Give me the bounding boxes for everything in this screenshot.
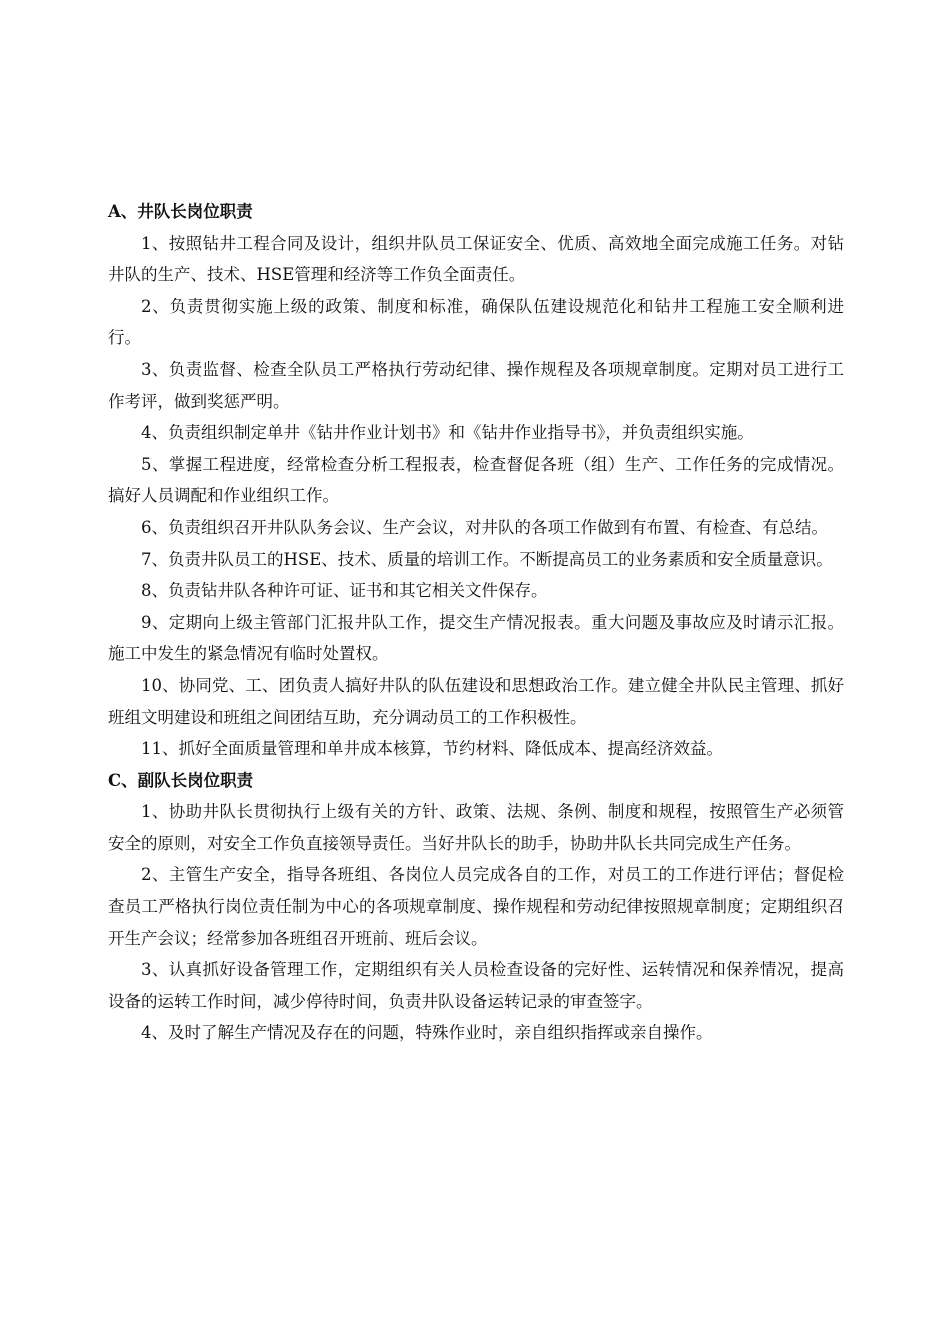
paragraph: 11、抓好全面质量管理和单井成本核算，节约材料、降低成本、提高经济效益。 (141, 739, 723, 759)
paragraph: 1、按照钻井工程合同及设计，组织井队员工保证安全、优质、高效地全面完成施工任务。对钻井队的生产、技术、HSE管理和经济等工作负全面责任。 (108, 233, 844, 285)
paragraph: 3、认真抓好设备管理工作，定期组织有关人员检查设备的完好性、运转情况和保养情况，提高设备的运转工作时间，减少停待时间，负责井队设备运转记录的审查签字。 (108, 960, 844, 1011)
paragraph: 2、主管生产安全，指导各班组、各岗位人员完成各自的工作，对员工的工作进行评估；督促检查员工严格执行岗位责任制为中心的各项规章制度、操作规程和劳动纪律按照规章制度；定期组织召开生产会议；经常参加各班组召开班前、班后会议。 (108, 865, 844, 948)
section-deputy-leader (108, 765, 844, 1049)
paragraph: 2、负责贯彻实施上级的政策、制度和标准，确保队伍建设规范化和钻井工程施工安全顺利进行。 (108, 296, 844, 348)
paragraph: 4、及时了解生产情况及存在的问题，特殊作业时，亲自组织指挥或亲自操作。 (141, 1023, 713, 1043)
paragraph: 4、负责组织制定单井《钻井作业计划书》和《钻井作业指导书》，并负责组织实施。 (141, 423, 754, 443)
section-team-leader (108, 196, 844, 765)
section-heading: A、井队长岗位职责 (108, 202, 253, 221)
paragraph: 3、负责监督、检查全队员工严格执行劳动纪律、操作规程及各项规章制度。定期对员工进行工作考评，做到奖惩严明。 (108, 359, 844, 411)
paragraph: 10、协同党、工、团负责人搞好井队的队伍建设和思想政治工作。建立健全井队民主管理、抓好班组文明建设和班组之间团结互助，充分调动员工的工作积极性。 (108, 675, 844, 727)
paragraph: 6、负责组织召开井队队务会议、生产会议，对井队的各项工作做到有布置、有检查、有总结。 (141, 517, 828, 537)
paragraph: 7、负责井队员工的HSE、技术、质量的培训工作。不断提高员工的业务素质和安全质量意识。 (141, 549, 833, 569)
paragraph: 5、掌握工程进度，经常检查分析工程报表，检查督促各班（组）生产、工作任务的完成情况。搞好人员调配和作业组织工作。 (108, 454, 844, 506)
paragraph: 8、负责钻井队各种许可证、证书和其它相关文件保存。 (141, 581, 548, 601)
paragraph: 1、协助井队长贯彻执行上级有关的方针、政策、法规、条例、制度和规程，按照管生产必须管安全的原则，对安全工作负直接领导责任。当好井队长的助手，协助井队长共同完成生产任务。 (108, 802, 844, 853)
section-heading: C、副队长岗位职责 (108, 770, 254, 790)
paragraph: 9、定期向上级主管部门汇报井队工作，提交生产情况报表。重大问题及事故应及时请示汇报。施工中发生的紧急情况有临时处置权。 (108, 612, 844, 664)
document-body (108, 196, 844, 1049)
